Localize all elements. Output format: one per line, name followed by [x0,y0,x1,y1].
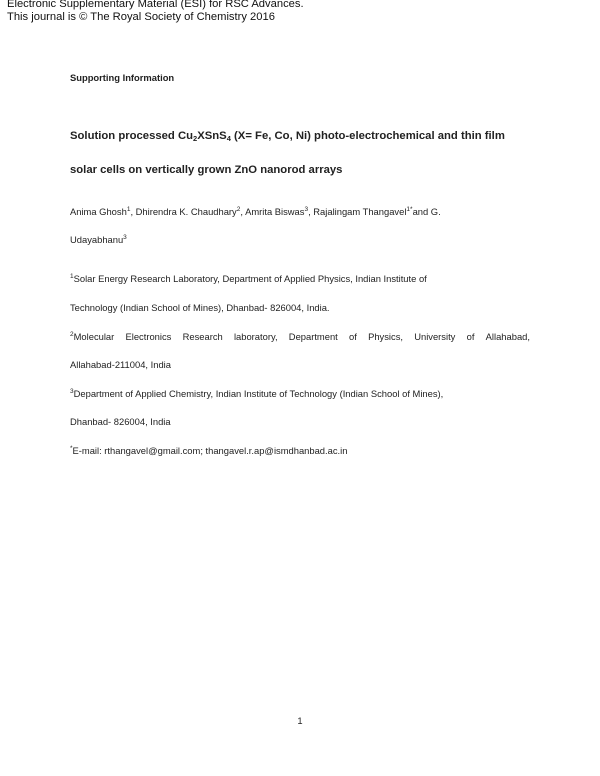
section-label: Supporting Information [70,72,175,83]
affiliation-2-word: Research [182,331,223,342]
affiliation-2-word-text: Molecular [73,331,115,342]
affiliation-2-word: University [414,331,456,342]
author-5-prefix: and G. [412,206,441,217]
author-2-affiliation: 2 [236,206,241,213]
esi-header-line-1: Electronic Supplementary Material (ESI) for RSC Advances. [7,0,304,10]
title-part-2: XSnS [197,130,227,142]
affiliation-3-marker: 3 [70,388,74,395]
affiliation-1-line-2: Technology (Indian School of Mines), Dhanbad- 826004, India. [70,302,330,313]
author-5: Udayabhanu [70,234,124,245]
page-number: 1 [297,715,303,726]
affiliation-2-word: of [349,331,357,342]
title-part-1: Solution processed Cu [70,130,194,142]
paper-title-line-2: solar cells on vertically grown ZnO nanorod arrays [70,164,343,176]
affiliation-1-text: Solar Energy Research Laboratory, Department of Applied Physics, Indian Institute of [73,273,427,284]
author-3: , Amrita Biswas [240,206,305,217]
affiliation-3-line-1 [70,388,443,400]
affiliation-2-word: Department [288,331,338,342]
email-text: E-mail: rthangavel@gmail.com; thangavel.r.ap@ismdhanbad.ac.in [72,445,348,456]
author-3-affiliation: 3 [304,206,309,213]
author-list-line-1 [70,206,441,218]
author-2: , Dhirendra K. Chaudhary [130,206,237,217]
affiliation-1-line-1 [70,273,427,285]
title-subscript-1: 2 [193,134,198,143]
affiliation-2-word: Electronics [125,331,172,342]
title-subscript-2: 4 [226,134,231,143]
title-part-3: (X= Fe, Co, Ni) photo-electrochemical and thin film [230,130,505,142]
esi-header [7,0,304,24]
esi-header-line-2: This journal is © The Royal Society of Chemistry 2016 [7,11,275,23]
affiliation-2-line-2: Allahabad-211004, India [70,359,171,370]
affiliation-3-line-2: Dhanbad- 826004, India [70,416,171,427]
affiliation-1-marker: 1 [70,273,74,280]
author-list-line-2 [70,234,127,246]
author-4: , Rajalingam Thangavel [308,206,407,217]
affiliation-2-word [70,331,114,343]
affiliation-3-text: Department of Applied Chemistry, Indian Institute of Technology (Indian School of Mines), [73,388,444,399]
affiliation-2-line-1 [70,331,530,343]
corresponding-email [70,445,347,457]
affiliation-2-word: Allahabad, [485,331,530,342]
author-1: Anima Ghosh [70,206,127,217]
affiliation-2-word: Physics, [368,331,403,342]
author-4-affiliation: 1* [406,206,413,213]
author-5-affiliation: 3 [123,234,127,241]
affiliation-2-word: of [466,331,475,342]
corresponding-marker: * [70,445,73,452]
author-1-affiliation: 1 [126,206,131,213]
paper-title-line-1 [70,130,505,142]
affiliation-2-marker: 2 [70,331,74,338]
affiliation-2-word: laboratory, [233,331,278,342]
